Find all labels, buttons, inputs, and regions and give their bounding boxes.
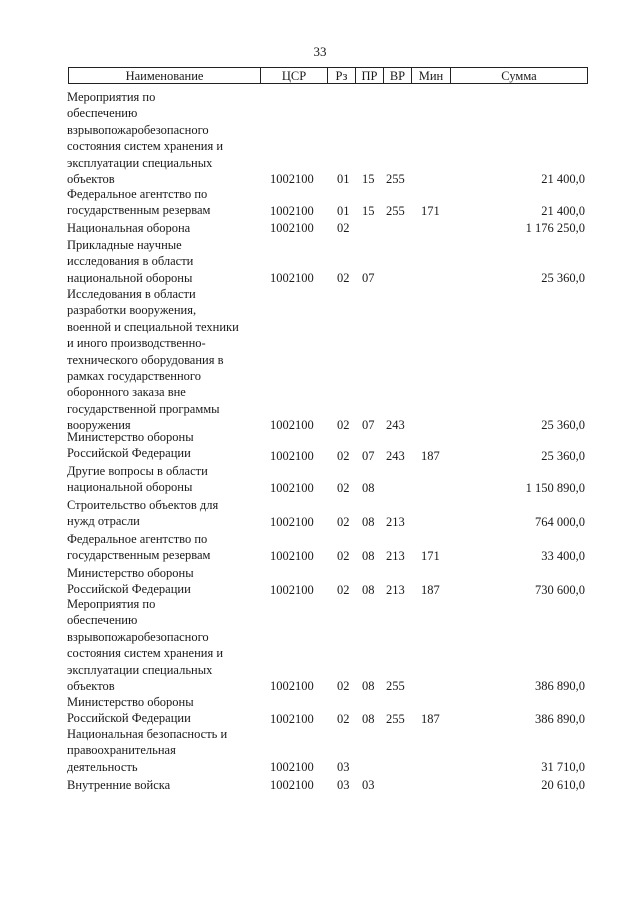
row-rz: 02 <box>337 448 350 463</box>
row-pr: 08 <box>362 711 375 726</box>
table-row <box>0 89 640 187</box>
row-rz: 02 <box>337 711 350 726</box>
row-name: Федеральное агентство по государственным резервам <box>67 187 211 218</box>
row-name: Мероприятия по обеспечению взрывопожаробезопасного состояния систем хранения и эксплуатации специальных объектов <box>67 597 224 694</box>
row-sum: 1 176 250,0 <box>525 220 585 235</box>
row-rz: 02 <box>337 678 350 693</box>
header-sum: Сумма <box>450 68 587 83</box>
row-rz: 02 <box>337 417 350 432</box>
row-vr: 243 <box>386 448 405 463</box>
page-number: 33 <box>313 44 327 59</box>
row-pr: 08 <box>362 514 375 529</box>
table-row <box>0 694 640 727</box>
row-vr: 213 <box>386 582 405 597</box>
row-csr: 1002100 <box>270 777 314 792</box>
header-vr: ВР <box>383 68 411 83</box>
row-name: Министерство обороны Российской Федерации <box>67 566 194 597</box>
row-pr: 07 <box>362 270 375 285</box>
row-name: Национальная оборона <box>67 221 191 235</box>
row-name: Национальная безопасность и правоохранительная деятельность <box>67 727 228 774</box>
row-name: Внутренние войска <box>67 778 171 792</box>
row-name: Министерство обороны Российской Федерации <box>67 695 194 726</box>
row-pr: 07 <box>362 448 375 463</box>
row-csr: 1002100 <box>270 270 314 285</box>
header-rz: Рз <box>327 68 355 83</box>
row-csr: 1002100 <box>270 711 314 726</box>
row-csr: 1002100 <box>270 582 314 597</box>
row-pr: 08 <box>362 582 375 597</box>
row-name: Строительство объектов для нужд отрасли <box>67 498 219 529</box>
row-csr: 1002100 <box>270 678 314 693</box>
row-sum: 730 600,0 <box>535 582 585 597</box>
row-sum: 33 400,0 <box>541 548 585 563</box>
row-min: 171 <box>421 548 440 563</box>
row-name: Мероприятия по обеспечению взрывопожаробезопасного состояния систем хранения и эксплуатации специальных объектов <box>67 90 224 187</box>
table-row <box>0 726 640 775</box>
row-sum: 1 150 890,0 <box>525 480 585 495</box>
row-sum: 25 360,0 <box>541 417 585 432</box>
row-sum: 25 360,0 <box>541 270 585 285</box>
row-csr: 1002100 <box>270 480 314 495</box>
row-pr: 08 <box>362 480 375 495</box>
row-vr: 213 <box>386 514 405 529</box>
table-row <box>0 596 640 694</box>
row-pr: 03 <box>362 777 375 792</box>
row-rz: 02 <box>337 220 350 235</box>
table-row <box>0 286 640 433</box>
header-pr: ПР <box>355 68 383 83</box>
row-pr: 08 <box>362 678 375 693</box>
header-csr: ЦСР <box>260 68 327 83</box>
row-pr: 08 <box>362 548 375 563</box>
row-csr: 1002100 <box>270 220 314 235</box>
row-rz: 02 <box>337 270 350 285</box>
row-vr: 213 <box>386 548 405 563</box>
row-vr: 243 <box>386 417 405 432</box>
table-row <box>0 777 640 793</box>
row-pr: 15 <box>362 203 375 218</box>
row-rz: 02 <box>337 480 350 495</box>
table-row <box>0 531 640 564</box>
table-header <box>68 67 588 84</box>
row-sum: 21 400,0 <box>541 203 585 218</box>
row-sum: 764 000,0 <box>535 514 585 529</box>
table-row <box>0 186 640 219</box>
table-row <box>0 565 640 598</box>
row-min: 171 <box>421 203 440 218</box>
row-csr: 1002100 <box>270 514 314 529</box>
table-row <box>0 220 640 236</box>
row-csr: 1002100 <box>270 203 314 218</box>
row-csr: 1002100 <box>270 759 314 774</box>
table-row <box>0 497 640 530</box>
row-sum: 25 360,0 <box>541 448 585 463</box>
row-name: Федеральное агентство по государственным резервам <box>67 532 211 563</box>
table-row <box>0 429 640 464</box>
row-rz: 01 <box>337 171 350 186</box>
row-rz: 02 <box>337 514 350 529</box>
row-vr: 255 <box>386 203 405 218</box>
row-csr: 1002100 <box>270 448 314 463</box>
row-sum: 31 710,0 <box>541 759 585 774</box>
row-vr: 255 <box>386 678 405 693</box>
row-name: Прикладные научные исследования в области национальной обороны <box>67 238 194 285</box>
header-name: Наименование <box>125 69 204 83</box>
row-csr: 1002100 <box>270 417 314 432</box>
row-min: 187 <box>421 711 440 726</box>
row-rz: 02 <box>337 548 350 563</box>
row-rz: 03 <box>337 759 350 774</box>
row-rz: 03 <box>337 777 350 792</box>
row-sum: 386 890,0 <box>535 678 585 693</box>
row-csr: 1002100 <box>270 171 314 186</box>
row-sum: 21 400,0 <box>541 171 585 186</box>
row-name: Другие вопросы в области национальной обороны <box>67 464 208 495</box>
row-min: 187 <box>421 582 440 597</box>
row-sum: 386 890,0 <box>535 711 585 726</box>
row-rz: 02 <box>337 582 350 597</box>
row-vr: 255 <box>386 711 405 726</box>
row-name: Министерство обороны Российской Федерации <box>67 430 194 461</box>
row-rz: 01 <box>337 203 350 218</box>
table-row <box>0 237 640 286</box>
table-row <box>0 463 640 496</box>
row-name: Исследования в области разработки вооружения, военной и специальной техники и иного производственно- технического оборудования в рамках государственного оборонного заказа вне государственной программы вооружения <box>67 287 239 433</box>
header-min: Мин <box>411 68 450 83</box>
row-min: 187 <box>421 448 440 463</box>
row-csr: 1002100 <box>270 548 314 563</box>
row-pr: 07 <box>362 417 375 432</box>
row-sum: 20 610,0 <box>541 777 585 792</box>
row-pr: 15 <box>362 171 375 186</box>
row-vr: 255 <box>386 171 405 186</box>
